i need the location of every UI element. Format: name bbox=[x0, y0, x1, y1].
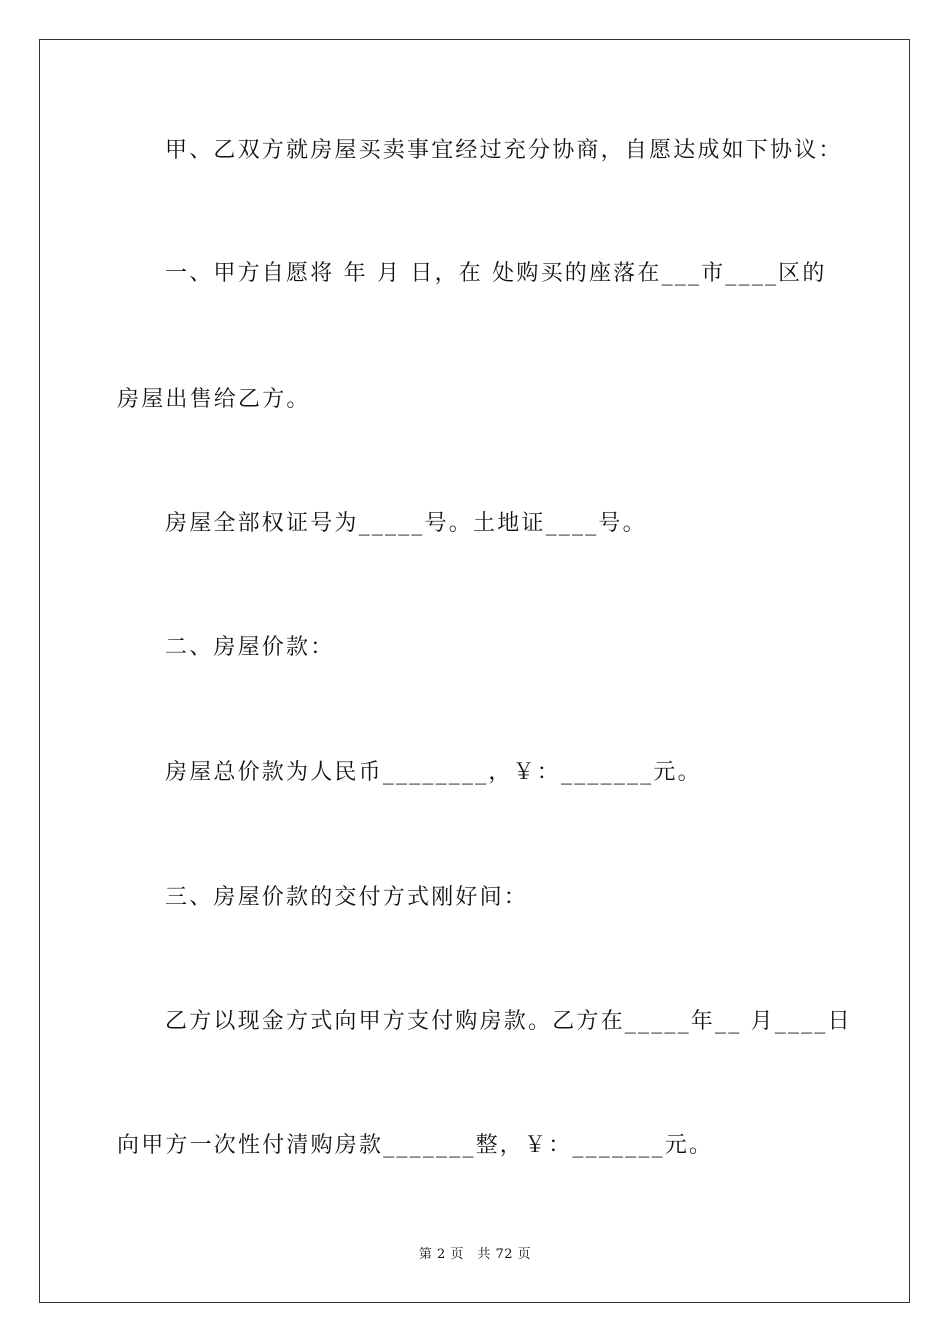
paragraph-total-price: 房屋总价款为人民币________，￥：_______元。 bbox=[165, 760, 702, 785]
paragraph-clause-one-continued: 房屋出售给乙方。 bbox=[117, 387, 311, 412]
paragraph-clause-two-heading: 二、房屋价款： bbox=[165, 635, 335, 660]
paragraph-clause-three-heading: 三、房屋价款的交付方式刚好间： bbox=[165, 885, 529, 910]
paragraph-agreement-intro: 甲、乙双方就房屋买卖事宜经过充分协商，自愿达成如下协议： bbox=[165, 138, 843, 163]
paragraph-clause-one: 一、甲方自愿将 年 月 日，在 处购买的座落在___市____区的 bbox=[165, 261, 827, 286]
page-border bbox=[39, 39, 910, 1303]
paragraph-certificate-numbers: 房屋全部权证号为_____号。土地证____号。 bbox=[165, 511, 647, 536]
paragraph-payment-method: 乙方以现金方式向甲方支付购房款。乙方在_____年__ 月____日 bbox=[165, 1009, 852, 1034]
page-number-footer: 第 2 页 共 72 页 bbox=[418, 1247, 532, 1262]
paragraph-payment-method-continued: 向甲方一次性付清购房款_______整，￥：_______元。 bbox=[117, 1133, 714, 1158]
